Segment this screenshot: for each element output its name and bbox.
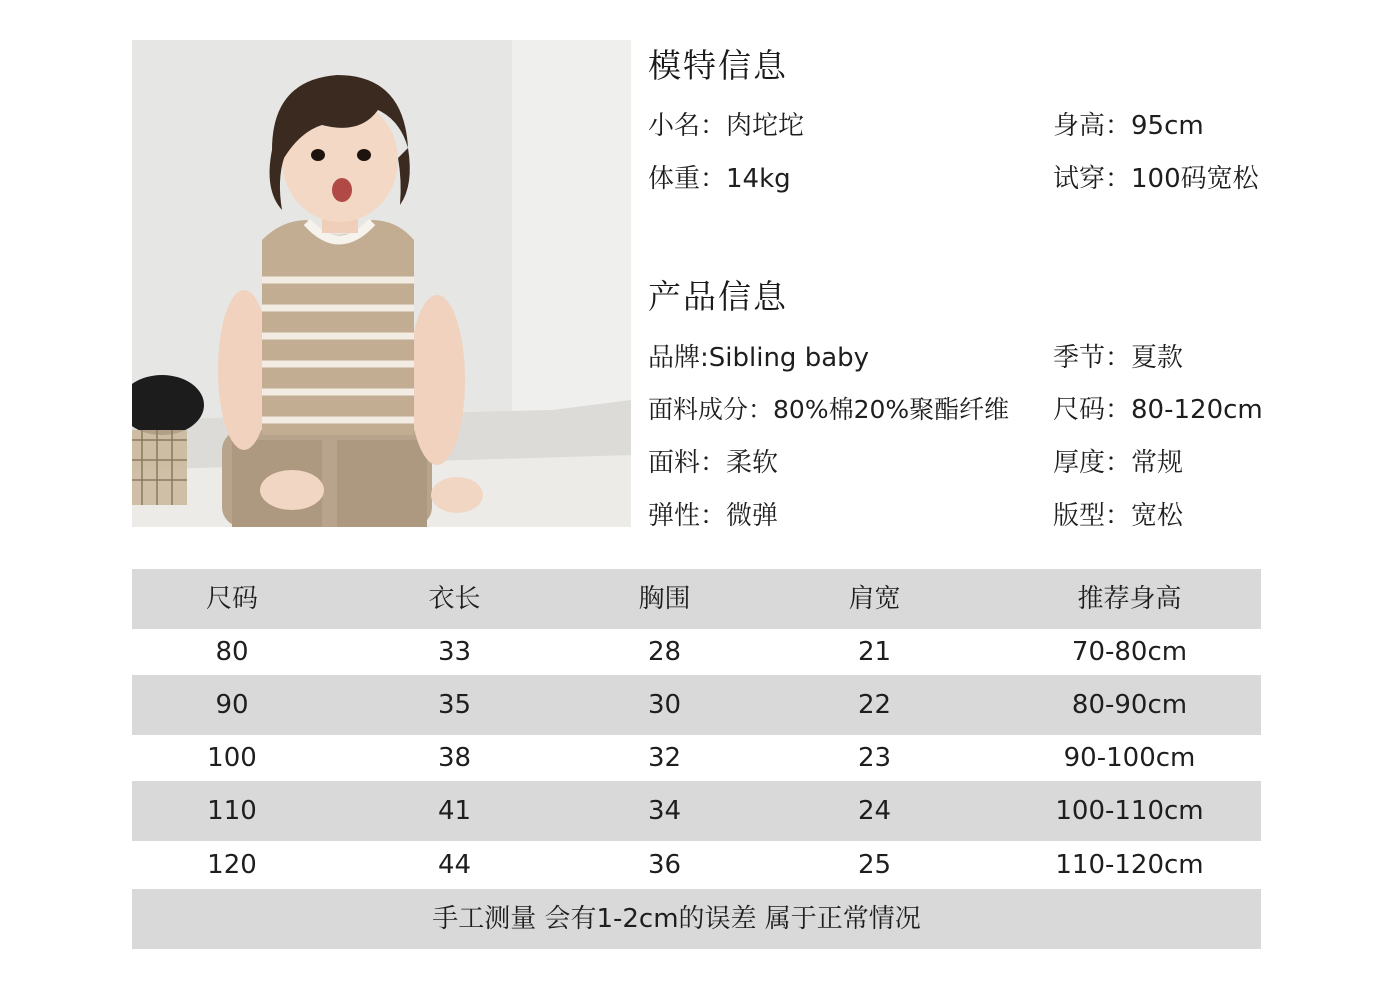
cell-shoulder: 24 xyxy=(857,796,892,826)
table-row xyxy=(132,675,1261,735)
cell-chest: 36 xyxy=(647,850,682,880)
field-value: 宽松 xyxy=(1131,501,1184,531)
cell-height: 110-120cm xyxy=(1055,850,1204,880)
header-length: 衣长 xyxy=(428,584,481,614)
field-label: 体重： xyxy=(648,164,727,194)
field-label: 品牌: xyxy=(648,343,709,373)
table-row xyxy=(132,629,1261,675)
field-value: 14kg xyxy=(726,164,791,194)
cell-height: 90-100cm xyxy=(1063,743,1196,773)
measurement-note-row xyxy=(132,889,1261,949)
table-row xyxy=(132,735,1261,781)
field-label: 弹性： xyxy=(648,501,727,531)
cell-chest: 32 xyxy=(647,743,682,773)
measurement-note: 手工测量 会有1-2cm的误差 属于正常情况 xyxy=(432,904,921,934)
field-label: 尺码： xyxy=(1053,395,1132,425)
model-height xyxy=(1053,113,1204,139)
product-fabric xyxy=(648,450,778,476)
header-chest: 胸围 xyxy=(638,584,691,614)
model-nickname xyxy=(648,113,804,139)
cell-size: 90 xyxy=(215,690,249,720)
cell-shoulder: 22 xyxy=(857,690,892,720)
product-info-title: 产品信息 xyxy=(648,277,788,316)
cell-shoulder: 23 xyxy=(857,743,892,773)
table-row xyxy=(132,841,1261,889)
cell-chest: 28 xyxy=(647,637,682,667)
field-label: 身高： xyxy=(1053,111,1132,141)
cell-size: 120 xyxy=(207,850,257,880)
field-value: Sibling baby xyxy=(708,343,870,373)
field-value: 80-120cm xyxy=(1131,395,1263,425)
header-shoulder: 肩宽 xyxy=(848,584,901,614)
cell-size: 110 xyxy=(207,796,257,826)
cell-length: 35 xyxy=(437,690,472,720)
table-header-row xyxy=(132,569,1261,629)
cell-length: 44 xyxy=(437,850,472,880)
field-value: 100码宽松 xyxy=(1131,164,1259,194)
field-label: 版型： xyxy=(1053,501,1132,531)
cell-shoulder: 21 xyxy=(857,637,892,667)
field-value: 肉坨坨 xyxy=(726,111,805,141)
cell-chest: 34 xyxy=(647,796,682,826)
model-photo xyxy=(132,40,631,527)
cell-height: 100-110cm xyxy=(1055,796,1204,826)
cell-height: 80-90cm xyxy=(1071,690,1188,720)
field-value: 80%棉20%聚酯纤维 xyxy=(773,395,1010,424)
product-brand xyxy=(648,345,869,371)
cell-size: 100 xyxy=(207,743,257,773)
model-tryon-size xyxy=(1053,166,1259,192)
cell-height: 70-80cm xyxy=(1071,637,1188,667)
product-size-range xyxy=(1053,397,1263,423)
cell-chest: 30 xyxy=(647,690,682,720)
field-label: 试穿： xyxy=(1053,164,1132,194)
product-composition xyxy=(648,397,1009,422)
header-recommended-height: 推荐身高 xyxy=(1077,584,1182,614)
product-thickness xyxy=(1053,450,1183,476)
field-value: 夏款 xyxy=(1131,343,1184,373)
field-label: 季节： xyxy=(1053,343,1132,373)
field-label: 小名： xyxy=(648,111,727,141)
field-label: 面料： xyxy=(648,448,727,478)
cell-length: 38 xyxy=(437,743,472,773)
model-info-title: 模特信息 xyxy=(648,46,788,85)
cell-shoulder: 25 xyxy=(857,850,892,880)
product-fit xyxy=(1053,503,1183,529)
field-value: 95cm xyxy=(1131,111,1204,141)
header-size: 尺码 xyxy=(205,584,258,614)
table-row xyxy=(132,781,1261,841)
product-elasticity xyxy=(648,503,778,529)
cell-length: 33 xyxy=(437,637,472,667)
field-value: 柔软 xyxy=(726,448,779,478)
field-value: 常规 xyxy=(1131,448,1184,478)
cell-length: 41 xyxy=(437,796,472,826)
size-table xyxy=(132,569,1261,949)
field-label: 面料成分： xyxy=(648,395,774,424)
field-value: 微弹 xyxy=(726,501,779,531)
field-label: 厚度： xyxy=(1053,448,1132,478)
model-weight xyxy=(648,166,791,192)
product-season xyxy=(1053,345,1183,371)
cell-size: 80 xyxy=(215,637,249,667)
